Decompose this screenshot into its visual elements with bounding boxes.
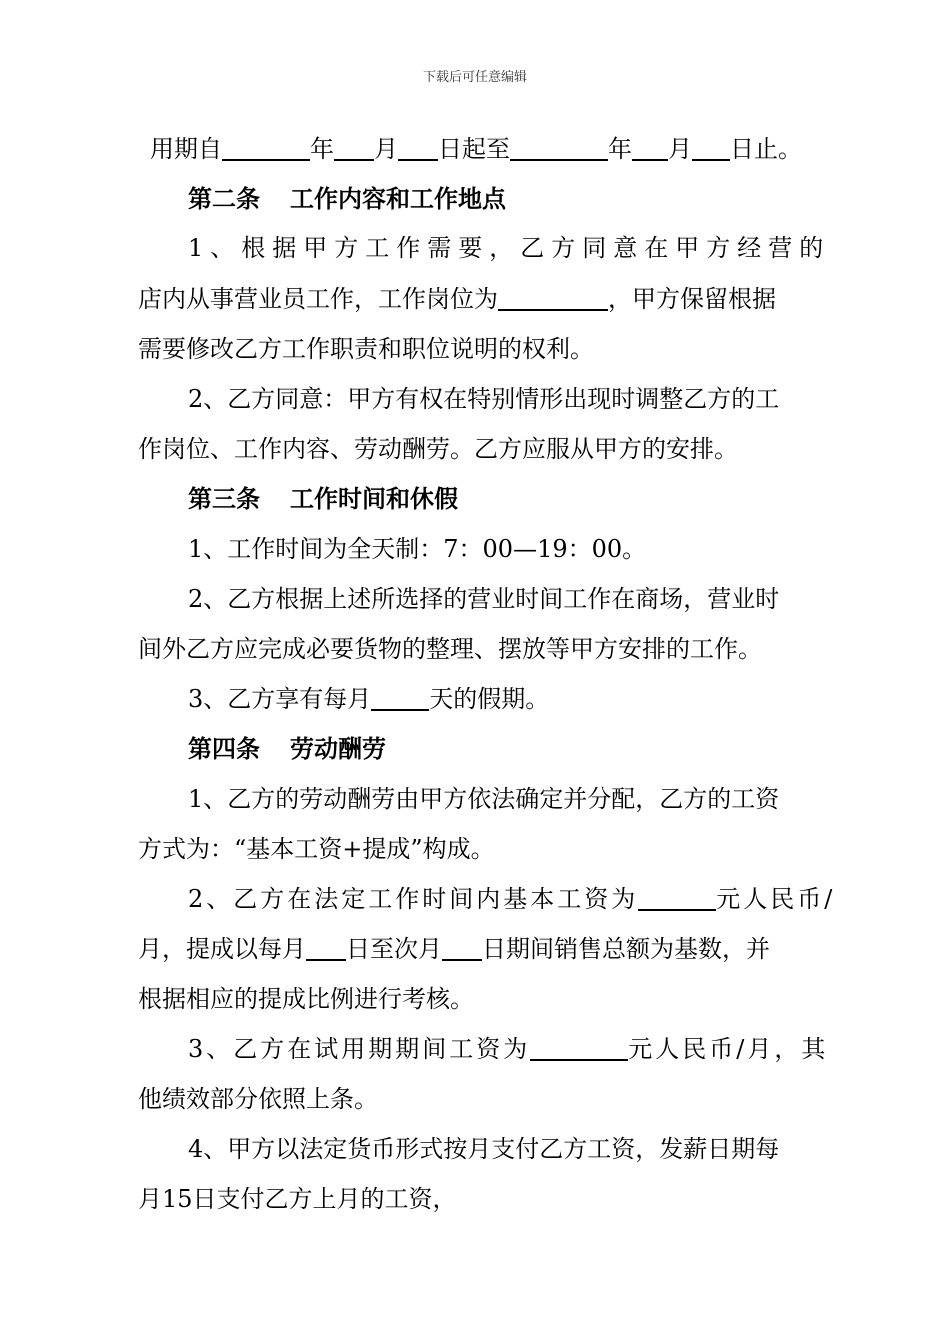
paragraph-4-3-line2: 他绩效部分依照上条。	[138, 1085, 378, 1113]
contract-term-line: 用期自 年 月 日起至 年 月 日止。	[150, 135, 802, 163]
blank-commission-start-day[interactable]	[306, 935, 346, 961]
paragraph-2-1-line1: 1、根据甲方工作需要，乙方同意在甲方经营的	[188, 234, 831, 262]
paragraph-4-2-line2: 月，提成以每月 日至次月 日期间销售总额为基数，并	[138, 935, 770, 963]
blank-start-month[interactable]	[334, 135, 374, 161]
blank-end-year[interactable]	[510, 135, 608, 161]
article-2-heading: 第二条 工作内容和工作地点	[188, 184, 506, 213]
paragraph-3-1: 1、工作时间为全天制：7：00—19：00。	[188, 535, 647, 563]
article-4-heading: 第四条 劳动酬劳	[188, 734, 386, 763]
paragraph-4-1-line1: 1、乙方的劳动酬劳由甲方依法确定并分配，乙方的工资	[188, 785, 780, 813]
blank-leave-days[interactable]	[371, 685, 429, 711]
paragraph-4-2-line1: 2、乙方在法定工作时间内基本工资为 元人民币/	[188, 885, 836, 913]
paragraph-4-2-line3: 根据相应的提成比例进行考核。	[138, 985, 474, 1013]
blank-commission-end-day[interactable]	[442, 935, 482, 961]
paragraph-4-1-line2: 方式为：“基本工资+提成”构成。	[138, 835, 495, 863]
paragraph-2-1-line2: 店内从事营业员工作，工作岗位为 ，甲方保留根据	[138, 285, 776, 313]
paragraph-3-2-line1: 2、乙方根据上述所选择的营业时间工作在商场，营业时	[188, 585, 780, 613]
paragraph-2-2-line2: 作岗位、工作内容、劳动酬劳。乙方应服从甲方的安排。	[138, 435, 738, 463]
article-3-heading: 第三条 工作时间和休假	[188, 484, 458, 513]
blank-end-month[interactable]	[632, 135, 668, 161]
paragraph-4-4-line1: 4、甲方以法定货币形式按月支付乙方工资，发薪日期每	[188, 1135, 780, 1163]
blank-job-position[interactable]	[498, 285, 608, 311]
blank-base-salary[interactable]	[638, 885, 716, 911]
blank-end-day[interactable]	[692, 135, 730, 161]
paragraph-4-3-line1: 3、乙方在试用期期间工资为 元人民币/月，其	[188, 1035, 829, 1063]
paragraph-2-1-line3: 需要修改乙方工作职责和职位说明的权利。	[138, 335, 594, 363]
blank-start-day[interactable]	[398, 135, 438, 161]
paragraph-4-4-line2: 月15日支付乙方上月的工资，	[138, 1185, 457, 1213]
blank-probation-salary[interactable]	[530, 1035, 628, 1061]
paragraph-3-3: 3、乙方享有每月 天的假期。	[188, 685, 550, 713]
blank-start-year[interactable]	[222, 135, 310, 161]
paragraph-2-2-line1: 2、乙方同意：甲方有权在特别情形出现时调整乙方的工	[188, 385, 780, 413]
paragraph-3-2-line2: 间外乙方应完成必要货物的整理、摆放等甲方安排的工作。	[138, 635, 762, 663]
page-header: 下载后可任意编辑	[422, 70, 527, 85]
